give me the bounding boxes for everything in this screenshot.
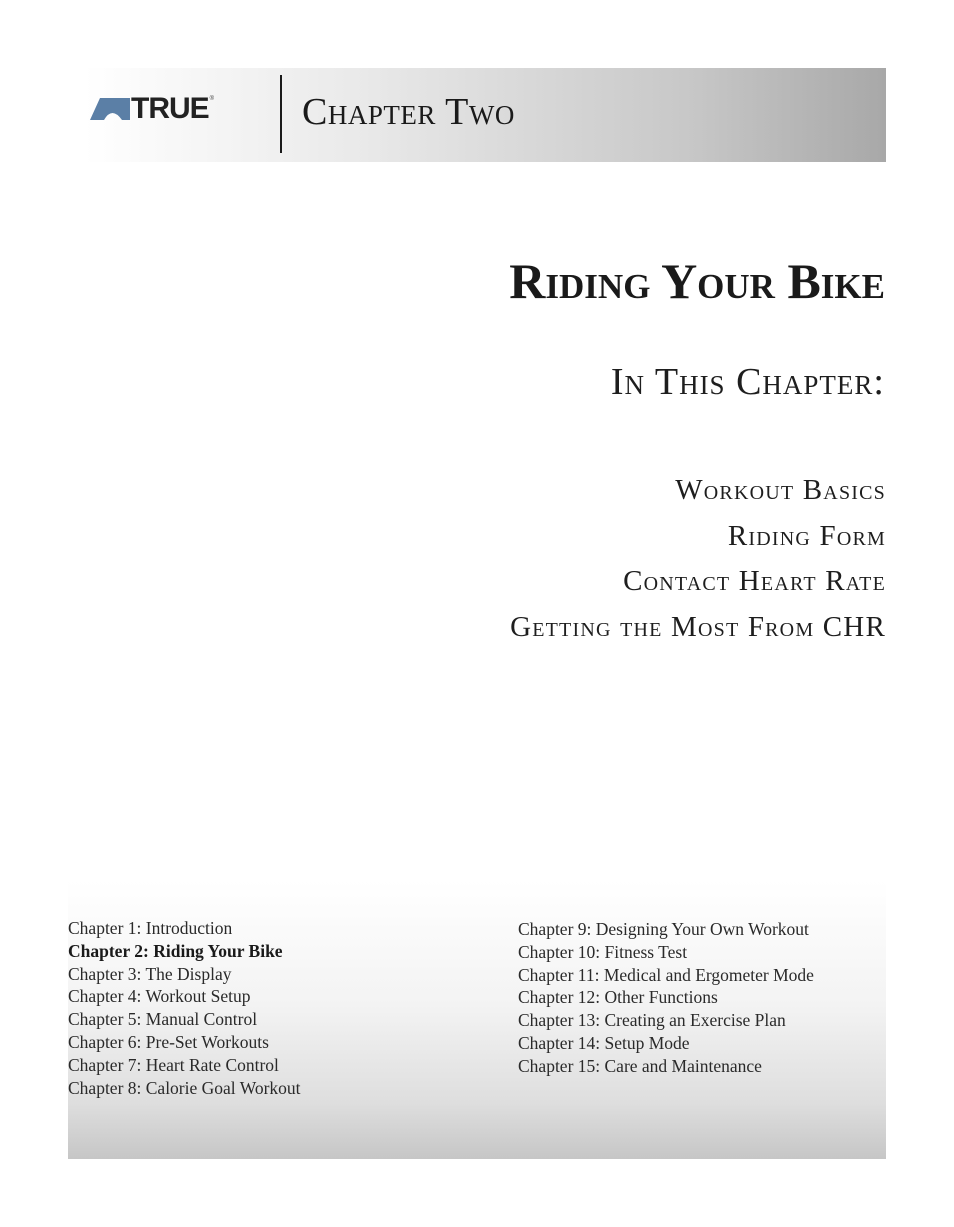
page-title: Riding Your Bike xyxy=(509,253,885,309)
chapter-label: Chapter Two xyxy=(302,91,515,133)
toc-right-column xyxy=(518,918,814,1078)
toc-item[interactable]: Chapter 7: Heart Rate Control xyxy=(68,1054,279,1075)
topic-item: Riding Form xyxy=(727,519,886,552)
toc-item[interactable]: Chapter 9: Designing Your Own Workout xyxy=(518,919,809,939)
toc-item[interactable]: Chapter 3: The Display xyxy=(68,963,232,984)
brand-wordmark: TRUE xyxy=(131,92,209,125)
header-divider xyxy=(280,75,282,153)
in-this-chapter-heading: In This Chapter: xyxy=(610,361,885,403)
toc-item[interactable]: Chapter 11: Medical and Ergometer Mode xyxy=(518,964,814,985)
toc-item[interactable]: Chapter 12: Other Functions xyxy=(518,987,718,1008)
toc-item[interactable]: Chapter 10: Fitness Test xyxy=(518,941,688,962)
toc-item[interactable]: Chapter 8: Calorie Goal Workout xyxy=(68,1077,301,1098)
toc-item[interactable]: Chapter 6: Pre-Set Workouts xyxy=(68,1031,269,1052)
toc-item[interactable]: Chapter 13: Creating an Exercise Plan xyxy=(518,1010,786,1031)
topic-item: Getting the Most From CHR xyxy=(510,610,886,643)
topic-item: Workout Basics xyxy=(675,474,886,506)
toc-item[interactable]: Chapter 5: Manual Control xyxy=(68,1009,258,1030)
trademark-mark: ® xyxy=(209,96,215,102)
chapter-topics-list xyxy=(510,468,886,650)
true-logo xyxy=(90,92,215,125)
toc-item[interactable]: Chapter 15: Care and Maintenance xyxy=(518,1055,762,1076)
toc-item-current[interactable]: Chapter 2: Riding Your Bike xyxy=(68,940,283,961)
toc-left-column xyxy=(68,917,301,1099)
arch-logo-icon xyxy=(90,98,130,120)
toc-item[interactable]: Chapter 14: Setup Mode xyxy=(518,1032,690,1053)
toc-item[interactable]: Chapter 4: Workout Setup xyxy=(68,986,251,1007)
toc-item[interactable]: Chapter 1: Introduction xyxy=(68,918,233,938)
topic-item: Contact Heart Rate xyxy=(623,565,886,597)
